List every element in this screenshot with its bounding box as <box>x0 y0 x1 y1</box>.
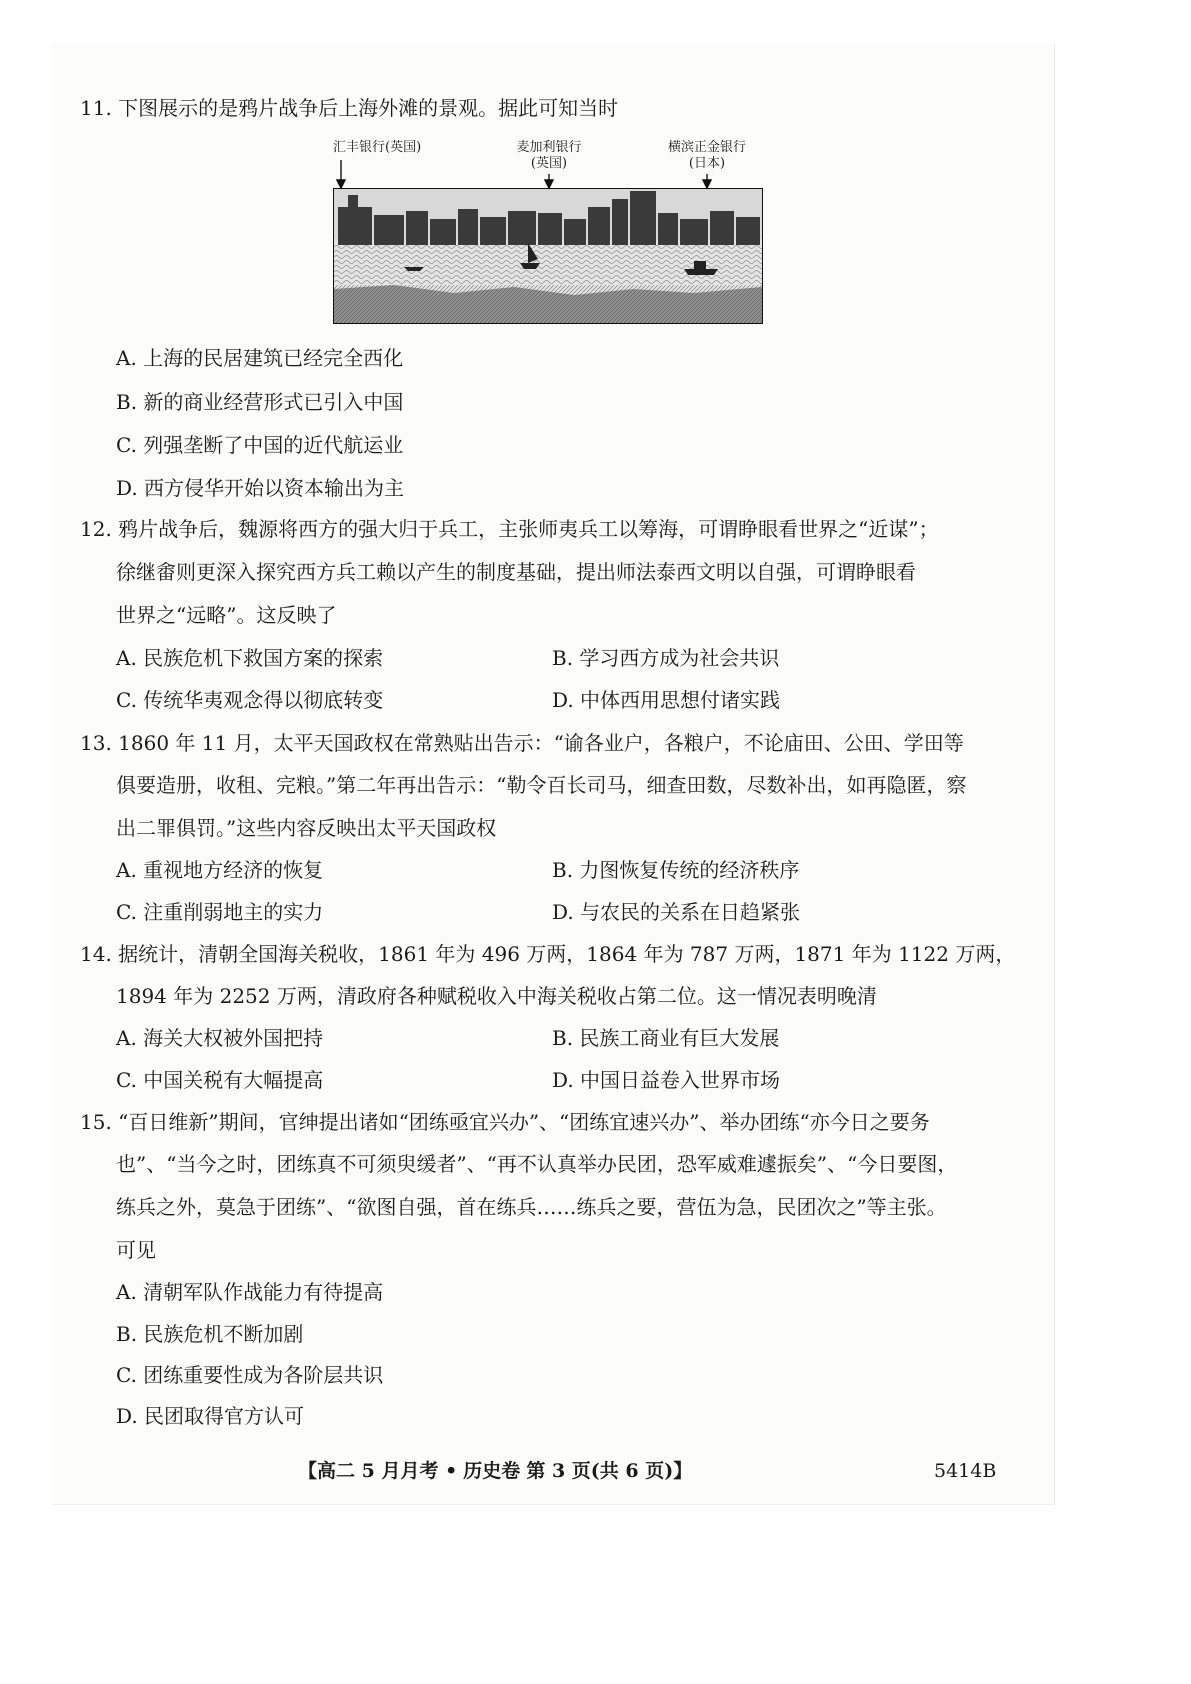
bund-photo <box>333 188 763 324</box>
footer-page: 第 3 页(共 6 页)】 <box>526 1460 693 1482</box>
q11-option-a: A. 上海的民居建筑已经完全西化 <box>116 346 404 370</box>
q13-stem-line: 出二罪俱罚。”这些内容反映出太平天国政权 <box>116 816 497 840</box>
q12-option-b: B. 学习西方成为社会共识 <box>552 646 780 670</box>
q14-stem-line: 1894 年为 2252 万两，清政府各种赋税收入中海关税收占第二位。这一情况表明晚清 <box>116 984 877 1008</box>
q12-stem-line: 12. 鸦片战争后，魏源将西方的强大归于兵工，主张师夷兵工以筹海，可谓睁眼看世界之“近谋”； <box>80 517 939 541</box>
q14-option-d: D. 中国日益卷入世界市场 <box>552 1068 781 1092</box>
q15-stem-line: 可见 <box>116 1238 156 1262</box>
figure-label-yokohama: 横滨正金银行 (日本) <box>667 140 746 171</box>
q15-option-a: A. 清朝军队作战能力有待提高 <box>116 1280 384 1304</box>
q13-stem-line: 俱要造册，收租、完粮。”第二年再出告示：“勒令百长司马，细查田数，尽数补出，如再隐匿，察 <box>116 773 967 797</box>
q11-option-d: D. 西方侵华开始以资本输出为主 <box>116 476 405 500</box>
q12-option-c: C. 传统华夷观念得以彻底转变 <box>116 688 384 712</box>
q14-option-b: B. 民族工商业有巨大发展 <box>552 1026 780 1050</box>
q13-option-d: D. 与农民的关系在日趋紧张 <box>552 900 801 924</box>
q12-stem-line: 世界之“远略”。这反映了 <box>116 603 337 627</box>
q15-stem-line: 练兵之外，莫急于团练”、“欲图自强，首在练兵……练兵之要，营伍为急，民团次之”等主张。 <box>116 1195 947 1219</box>
q11-option-c: C. 列强垄断了中国的近代航运业 <box>116 433 404 457</box>
q13-option-c: C. 注重削弱地主的实力 <box>116 900 324 924</box>
footer-open: 【高二 5 月月考 • <box>298 1460 458 1482</box>
q15-stem-line: 也”、“当今之时，团练真不可须臾缓者”、“再不认真举办民团，恐军威难遽振矣”、“今日要图， <box>116 1152 958 1176</box>
figure-label-chartered: 麦加利银行 (英国) <box>516 140 582 171</box>
q12-stem-line: 徐继畬则更深入探究西方兵工赖以产生的制度基础，提出师法泰西文明以自强，可谓睁眼看 <box>116 560 916 584</box>
figure-arrows <box>333 140 763 190</box>
q14-stem-line: 14. 据统计，清朝全国海关税收，1861 年为 496 万两，1864 年为 787 万两，1871 年为 1122 万两， <box>80 942 1016 966</box>
q11-option-b: B. 新的商业经营形式已引入中国 <box>116 390 404 414</box>
footer-subject: 历史卷 <box>463 1460 521 1482</box>
q11-stem: 11. 下图展示的是鸦片战争后上海外滩的景观。据此可知当时 <box>80 96 619 120</box>
q13-option-b: B. 力图恢复传统的经济秩序 <box>552 858 800 882</box>
q11-figure <box>333 140 763 324</box>
footer-code: 5414B <box>934 1460 997 1482</box>
q15-option-b: B. 民族危机不断加剧 <box>116 1322 304 1346</box>
q15-stem-line: 15. “百日维新”期间，官绅提出诸如“团练亟宜兴办”、“团练宜速兴办”、举办团练“亦今日之要务 <box>80 1110 930 1134</box>
q14-option-c: C. 中国关税有大幅提高 <box>116 1068 324 1092</box>
q12-option-a: A. 民族危机下救国方案的探索 <box>116 646 384 670</box>
figure-label-hsbc: 汇丰银行(英国) <box>333 140 422 155</box>
q12-option-d: D. 中体西用思想付诸实践 <box>552 688 781 712</box>
q15-option-c: C. 团练重要性成为各阶层共识 <box>116 1363 384 1387</box>
footer-label <box>298 1458 692 1484</box>
q13-option-a: A. 重视地方经济的恢复 <box>116 858 324 882</box>
q14-option-a: A. 海关大权被外国把持 <box>116 1026 324 1050</box>
q13-stem-line: 13. 1860 年 11 月，太平天国政权在常熟贴出告示：“谕各业户，各粮户，不论庙田、公田、学田等 <box>80 731 964 755</box>
q15-option-d: D. 民团取得官方认可 <box>116 1404 305 1428</box>
